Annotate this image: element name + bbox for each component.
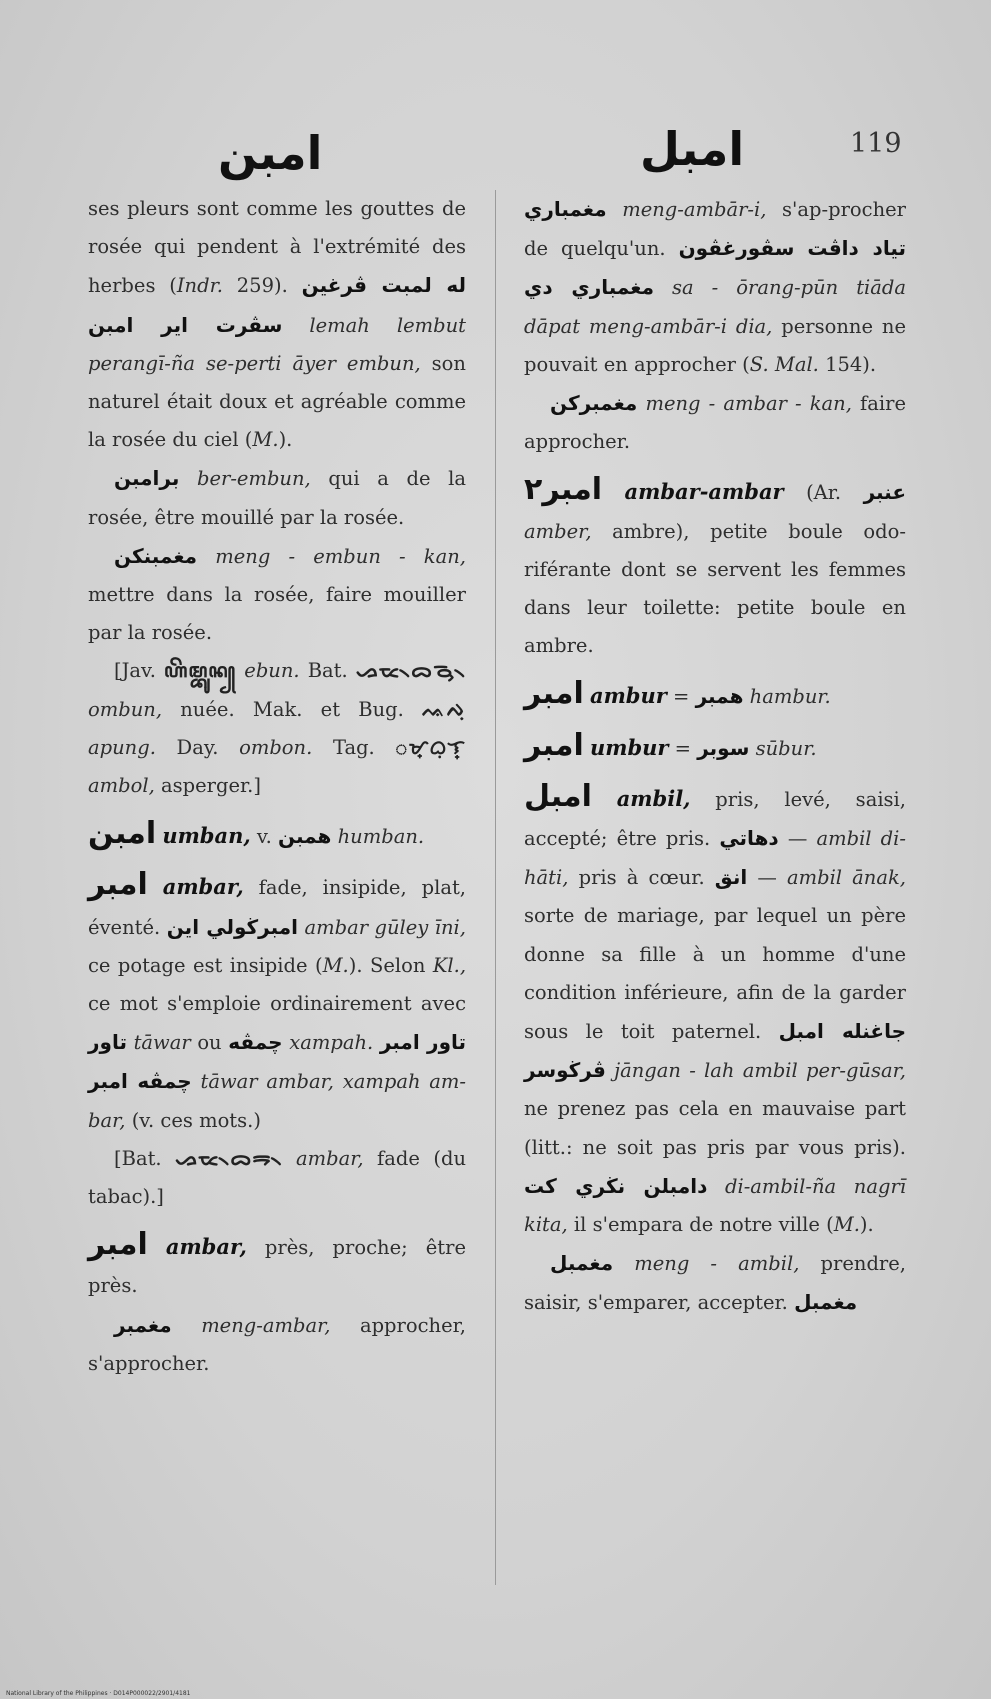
dictionary-paragraph [88, 652, 466, 805]
entry-text: M. [252, 428, 279, 452]
dictionary-paragraph [524, 190, 906, 384]
entry-text: سوبر [697, 735, 750, 760]
entry-text: انق [714, 865, 748, 890]
entry-text: M. [833, 1213, 860, 1237]
headword-latin: ambar-ambar [624, 479, 784, 505]
entry-text: ombun, [88, 697, 163, 721]
headword-arabic: امبن [88, 816, 157, 852]
dictionary-paragraph [524, 471, 906, 665]
dictionary-paragraph [88, 1306, 466, 1383]
dictionary-paragraph [524, 384, 906, 461]
entry-text: له لمبت ڤرغين سڤرت اير امبن [88, 273, 466, 337]
entry-text: همبن [277, 824, 332, 849]
entry-text: sūbur. [755, 736, 817, 760]
entry-text [592, 788, 617, 811]
entry-text: ). [278, 428, 293, 452]
headword-arabic: امبل [524, 778, 592, 814]
entry-text: = [668, 736, 698, 760]
entry-text: Indr. [176, 274, 223, 298]
entry-text: fade, insipide, plat, éventé. [88, 876, 466, 939]
entry-text: مغمبل [794, 1290, 858, 1315]
headword-latin: ambar, [165, 1234, 247, 1260]
entry-text: ᯀᯔ᯲ᯅᯮᯉ᯲ [355, 659, 466, 683]
entry-text: عنبر [863, 480, 907, 505]
entry-text: humban. [337, 825, 425, 849]
entry-text: personne ne pouvait en approcher ( [524, 314, 906, 376]
entry-text [654, 276, 672, 299]
entry-text: ᜀᜋ᜔ᜊᜓᜎ᜔ [395, 735, 466, 759]
entry-text: lemah lembut perangī-ña se-perti āyer embun, [88, 313, 467, 375]
entry-text: مغمباري [524, 197, 607, 221]
entry-text: ambar, [296, 1146, 364, 1170]
headword-arabic: امبر [524, 676, 584, 712]
entry-text: Tag. [312, 735, 396, 759]
entry-text [282, 314, 309, 337]
entry-text [179, 467, 197, 490]
entry-text [602, 481, 624, 504]
headword-arabic: امبر [88, 867, 148, 903]
entry-text: pris à cœur. [568, 866, 715, 890]
entry-text: meng-ambār-i, [622, 198, 767, 221]
entry-text: برامبن [114, 466, 180, 491]
entry-text [148, 1236, 166, 1259]
entry-text: 259). [222, 274, 302, 298]
entry-text: mettre dans la rosée, faire mouiller par la rosée. [88, 583, 466, 645]
entry-text [606, 1059, 614, 1082]
dictionary-paragraph [88, 190, 466, 459]
dictionary-paragraph [88, 1226, 466, 1305]
entry-text: [Jav. [114, 659, 165, 683]
entry-text [707, 1175, 725, 1198]
entry-text: jāngan - lah ambil per-gūsar, [614, 1059, 906, 1083]
entry-text: مغمبنكن [114, 543, 198, 568]
entry-text: tāwar [133, 1031, 191, 1055]
entry-text: ꦲꦼꦩ꧀ꦧꦸꦤ꧀ [164, 659, 237, 683]
entry-text: meng - ambil, [634, 1252, 800, 1276]
entry-text: ambil ānak, [786, 866, 906, 890]
dictionary-paragraph [88, 1140, 466, 1216]
entry-text: meng - embun - kan, [215, 544, 467, 568]
entry-text [127, 1031, 134, 1054]
entry-text: apung. [88, 735, 156, 759]
entry-text: sa - ōrang-pūn tiāda dāpat meng-ambār-i dia, [524, 276, 907, 338]
entry-text: ambre), petite boule odo-riférante dont se servent les femmes dans leur toilette: petite boule en ambre. [524, 519, 906, 658]
entry-text: دهاتي [719, 826, 779, 851]
entry-text: Day. [155, 735, 240, 759]
entry-text [613, 1252, 634, 1275]
entry-text: hambur. [749, 685, 831, 709]
entry-text: ebun. [244, 659, 300, 683]
entry-text: ambil di-hāti, [524, 827, 906, 890]
entry-text: il s'empara de notre ville ( [567, 1213, 834, 1237]
entry-text: ce potage est insipide ( [88, 953, 323, 977]
entry-text: tāwar ambar, xampah am-bar, [88, 1070, 467, 1132]
entry-text: son naturel était doux et agréable comme la rosée du ciel ( [88, 351, 466, 452]
headword-arabic: امبر [88, 1227, 148, 1263]
entry-text: 154). [818, 352, 877, 376]
right-column [524, 190, 906, 1323]
entry-text: M. [322, 953, 349, 977]
headword-latin: umban, [162, 823, 251, 849]
dictionary-paragraph [524, 778, 906, 1244]
entry-text [607, 198, 623, 221]
entry-text: qui a de la rosée, être mouillé par la rosée. [88, 467, 466, 529]
entry-text: ᯀᯔ᯲ᯅᯒ᯲ [175, 1146, 283, 1170]
entry-text: prendre, saisir, s'emparer, accepter. [524, 1252, 906, 1315]
entry-text: چمڤه [228, 1030, 283, 1055]
dictionary-paragraph [88, 815, 466, 856]
entry-text: (Ar. [783, 481, 864, 505]
entry-text: Kl., [432, 953, 467, 977]
entry-text: meng - ambar - kan, [645, 392, 852, 416]
dictionary-paragraph [88, 866, 466, 1139]
entry-text: مغمبر [114, 1312, 172, 1337]
entry-text: Bat. [299, 659, 356, 683]
entry-text: همبر [695, 684, 744, 709]
entry-text: v. [250, 825, 278, 849]
entry-text: ). [859, 1213, 874, 1237]
entry-text: ᨕᨄᨘ [422, 697, 466, 721]
entry-text: جاغنله امبل ڤرڬوسر [524, 1019, 906, 1083]
entry-text: تاور امبر چمڤه امبر [88, 1030, 467, 1094]
running-head-left: امبن [218, 126, 323, 180]
entry-text [172, 1314, 202, 1337]
entry-text: مغمبركن [550, 391, 638, 416]
entry-text: fade (du tabac).] [88, 1146, 466, 1209]
entry-text: = [666, 685, 696, 709]
library-footer: National Library of the Philippines · D014P000022/2901/4181 [6, 1690, 191, 1697]
dictionary-paragraph [524, 1244, 906, 1322]
entry-text: ambar gūley īni, [304, 915, 466, 939]
entry-text: di-ambil-ña nagrī kita, [524, 1174, 906, 1237]
headword-arabic: امبر٢ [524, 472, 603, 508]
entry-text: تاور [88, 1030, 127, 1055]
headword-latin: ambur [589, 683, 667, 709]
entry-text: ber-embun, [196, 467, 311, 491]
entry-text: تياد داڤت مغمباري دي [524, 236, 906, 300]
entry-text [148, 876, 163, 899]
entry-text: ). Selon [348, 953, 433, 977]
entry-text: ou [190, 1031, 229, 1055]
left-column [88, 190, 466, 1383]
headword-latin: ambil, [616, 785, 691, 811]
dictionary-paragraph [88, 459, 466, 536]
entry-text: ombon. [239, 735, 313, 759]
entry-text: pris, levé, saisi, accepté; être pris. [524, 787, 906, 851]
entry-text: ambol, [88, 774, 155, 798]
page-number: 119 [850, 128, 902, 159]
entry-text [283, 1147, 296, 1170]
entry-text: [Bat. [114, 1146, 176, 1170]
dictionary-paragraph [88, 537, 466, 653]
entry-text: — [778, 827, 817, 851]
entry-text: امبرڬولي اين [166, 914, 299, 939]
entry-text: près, proche; être près. [88, 1236, 466, 1298]
entry-text: سڤورغڤون [678, 236, 795, 261]
entry-text: nuée. Mak. et Bug. [162, 697, 423, 721]
dictionary-paragraph [524, 675, 906, 716]
entry-text: xampah. [289, 1031, 374, 1055]
entry-text: ses pleurs sont comme les gouttes de rosée qui pendent à l'extrémité des herbes ( [88, 197, 466, 298]
entry-text [197, 545, 215, 568]
entry-text: faire approcher. [524, 392, 906, 454]
dictionary-paragraph [524, 727, 906, 768]
entry-text: sorte de mariage, par lequel un père donne sa fille à un homme d'une condition inférieure, afin de la garder sous le toit paternel. [524, 904, 906, 1044]
entry-text: ne prenez pas cela en mauvaise part (litt.: ne soit pas pris par vous pris). [524, 1097, 906, 1159]
entry-text: (v. ces mots.) [125, 1108, 261, 1132]
entry-text [192, 1070, 201, 1093]
entry-text: — [747, 866, 787, 890]
entry-text [794, 237, 807, 260]
entry-text: S. Mal. [749, 352, 819, 376]
entry-text [373, 1031, 380, 1054]
entry-text: دامبلن نڬري كت [524, 1173, 708, 1198]
headword-latin: umbur [589, 734, 669, 760]
entry-text: s'ap-procher de quelqu'un. [524, 198, 907, 261]
entry-text: ce mot s'emploie ordinairement avec [88, 992, 466, 1016]
headword-arabic: امبر [524, 727, 584, 763]
entry-text: meng-ambar, [201, 1313, 331, 1337]
column-divider [495, 190, 496, 1585]
headword-latin: ambar, [162, 874, 244, 900]
entry-text: amber, [524, 519, 592, 543]
entry-text: asperger.] [154, 774, 261, 798]
entry-text: مغمبل [550, 1251, 614, 1276]
entry-text: approcher, s'approcher. [88, 1313, 466, 1375]
running-head-center: امبل [640, 122, 745, 176]
